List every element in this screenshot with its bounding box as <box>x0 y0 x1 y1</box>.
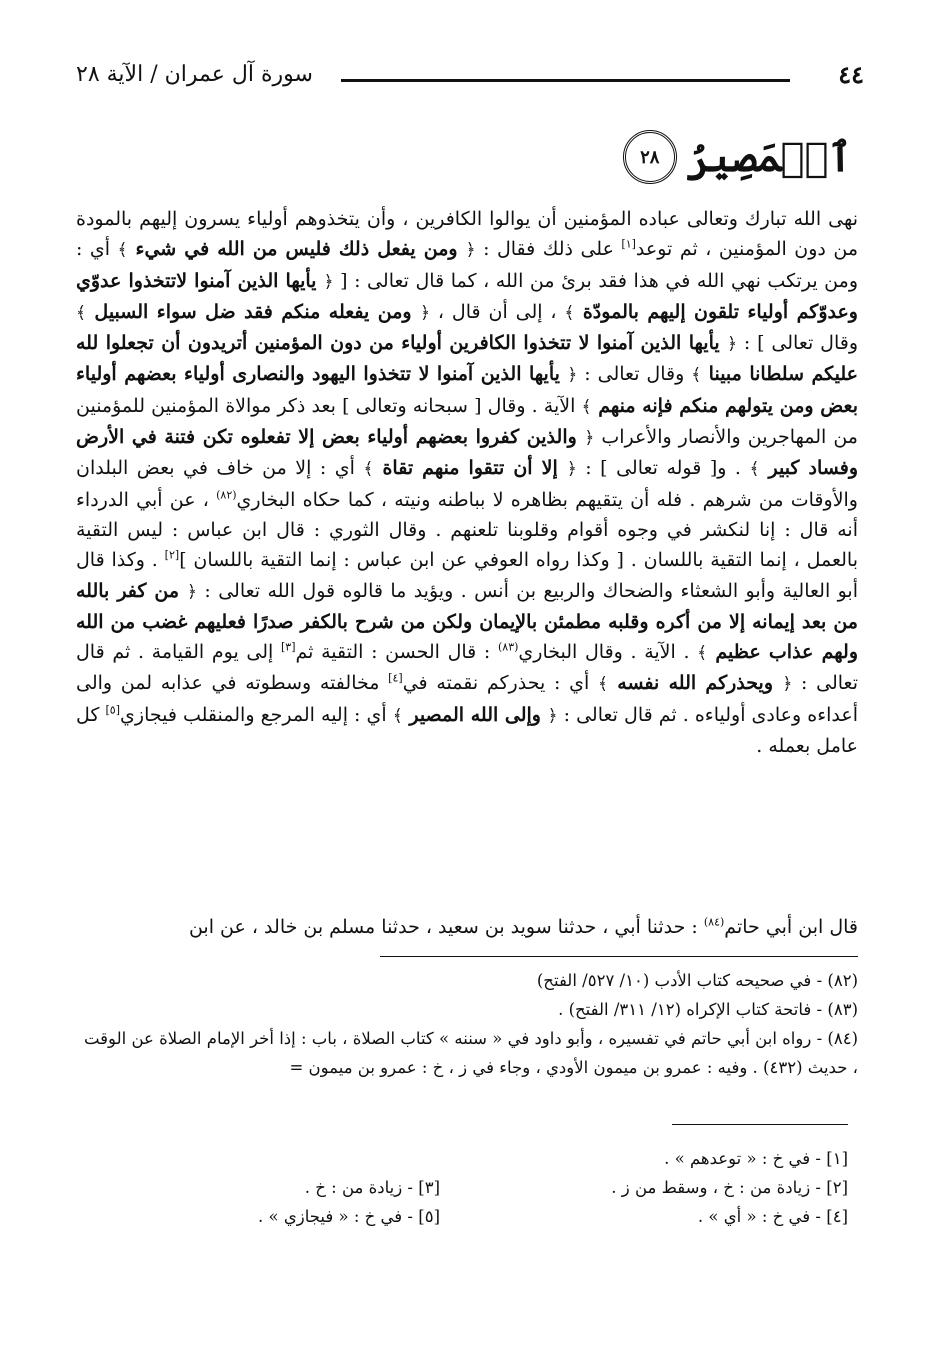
quran-quote: وإلى الله المصير <box>402 703 548 726</box>
footnote-83: (٨٣) - فاتحة كتاب الإكراه (١٢/ ٣١١/ الفتح) . <box>558 1000 858 1019</box>
quran-bracket: ﴾ <box>363 459 374 480</box>
quran-quote: يأيها الذين آمنوا لا تتخذوا اليهود والنصارى أولياء بعضهم أولياء بعض ومن يتولهم منكم فإنه منهم <box>76 363 858 417</box>
source-footnotes <box>76 966 858 1082</box>
commentary-body <box>76 204 858 761</box>
quran-bracket: ﴿ <box>782 674 793 695</box>
quran-bracket: ﴿ <box>727 334 738 355</box>
quran-bracket: ﴾ <box>697 643 708 664</box>
quran-bracket: ﴿ <box>187 581 198 602</box>
footnote-84: (٨٤) - رواه ابن أبي حاتم في تفسيره ، وأبو داود في « سننه » كتاب الصلاة ، باب : إذا أخر الإمام الصلاة عن الوقت ، حديث (٤٣٢) . وفيه : عمرو بن ميمون الأودي ، وجاء في ز ، خ : عمرو بن ميمون = <box>83 1029 858 1077</box>
quran-quote: يأيها الذين آمنوا لاتتخذوا عدوّي وعدوّكم أولياء تلقون إليهم بالمودّة <box>76 269 858 323</box>
quran-bracket: ﴿ <box>465 240 476 261</box>
quran-quote: إلا أن تتقوا منهم تقاة <box>373 457 567 480</box>
quran-bracket: ﴾ <box>597 674 608 695</box>
footnote-reference: [٥] <box>105 703 121 717</box>
text-run: قال ابن أبي حاتم <box>724 916 858 938</box>
quran-quote: يأيها الذين آمنوا لا تتخذوا الكافرين أولياء من دون المؤمنين أتريدون أن تجعلوا لله عليكم سلطانا مبينا <box>76 332 859 386</box>
quran-bracket: ﴾ <box>76 302 86 323</box>
quran-quote: من كفر بالله من بعد إيمانه إلا من أكره وقلبه مطمئن بالإيمان ولكن من شرح بالكفر صدرًا فعليهم غضب من الله ولهم عذاب عظيم <box>76 579 858 664</box>
text-run: على ذلك فقال : <box>475 238 622 261</box>
quran-quote: ويحذركم الله نفسه <box>607 672 783 695</box>
text-run: : حدثنا أبي ، حدثنا سويد بن سعيد ، حدثنا مسلم بن خالد ، عن ابن <box>188 916 704 938</box>
paragraph <box>76 204 858 761</box>
variant-note-5: [٥] - في خ : « فيجازي » . <box>258 1207 440 1226</box>
footnote-82: (٨٢) - في صحيحه كتاب الأدب (١٠/ ٥٢٧/ الفتح) <box>536 971 858 990</box>
footnote-divider <box>380 956 858 957</box>
text-run: . الآية . وقال البخاري <box>518 641 698 664</box>
variant-footnote-divider <box>672 1124 848 1125</box>
text-run: أي : إليه المرجع والمنقلب فيجازي <box>120 703 393 726</box>
quran-quote: ومن يفعل ذلك فليس من الله في شيء <box>127 238 466 261</box>
variant-note-2: [٢] - زيادة من : خ ، وسقط من ز . <box>611 1178 848 1197</box>
text-run: . و[ قوله تعالى ] : <box>576 457 750 480</box>
ayah-heading <box>623 130 852 184</box>
page-number: ٤٤ <box>838 59 864 89</box>
quran-quote: ومن يفعله منكم فقد ضل سواء السبيل <box>85 300 421 323</box>
variant-note-4: [٤] - في خ : « أي » . <box>697 1207 848 1226</box>
text-run: ، إلى أن قال ، <box>430 300 565 323</box>
text-run: أي : إلا من خاف في بعض البلدان والأوقات من شرهم . فله أن يتقيهم بظاهره لا بباطنه ونيته ، كما حكاه البخاري <box>76 457 858 511</box>
text-run: مخالفته وسطوته في عذابه لمن والى أعداءه وعادى أولياءه . ثم قال تعالى : <box>76 672 858 726</box>
quran-bracket: ﴿ <box>584 428 595 449</box>
quran-bracket: ﴿ <box>567 365 578 386</box>
quran-bracket: ﴾ <box>581 396 592 417</box>
footnote-reference: [٣] <box>280 640 296 654</box>
footnote-reference: (٨٢) <box>216 488 237 502</box>
quran-bracket: ﴾ <box>117 240 128 261</box>
verse-number-marker: ٢٨ <box>623 130 677 184</box>
variant-note-3: [٣] - زيادة من : خ . <box>304 1178 440 1197</box>
text-run: وقال تعالى ] : <box>737 332 858 355</box>
text-run: أي : ومن يرتكب نهي الله في هذا فقد برئ من الله ، كما قال تعالى : [ <box>76 238 858 292</box>
quran-bracket: ﴿ <box>547 705 558 726</box>
text-run: كل عامل بعمله . <box>76 703 858 758</box>
variant-row <box>140 1202 848 1231</box>
footnote-reference: (٨٤) <box>703 915 725 929</box>
variant-row <box>140 1173 848 1202</box>
quran-bracket: ﴾ <box>392 705 403 726</box>
text-run: نهى الله تبارك وتعالى عباده المؤمنين أن يوالوا الكافرين ، وأن يتخذوهم أولياء يسرون إليهم بالمودة من دون المؤمنين ، ثم توعد <box>76 208 858 261</box>
footnote-reference: [٢] <box>164 548 180 562</box>
footnote-reference: [٤] <box>388 672 403 686</box>
quran-bracket: ﴿ <box>323 271 334 292</box>
variant-footnotes <box>140 1144 848 1231</box>
text-run: وقال تعالى : <box>577 363 692 386</box>
quran-bracket: ﴿ <box>566 459 577 480</box>
quran-bracket: ﴾ <box>749 459 760 480</box>
variant-row <box>140 1144 848 1173</box>
text-run: : قال الحسن : التقية ثم <box>295 641 498 664</box>
page-header <box>76 52 864 96</box>
header-rule <box>341 79 790 82</box>
text-run: أي : يحذركم نقمته في <box>402 672 598 695</box>
variant-empty <box>140 1144 440 1173</box>
running-title: سورة آل عمران / الآية ٢٨ <box>76 61 313 87</box>
text-run: . وكذا قال أبو العالية وأبو الشعثاء والضحاك والربيع بن أنس . ويؤيد ما قالوه قول الله تعالى : <box>76 549 859 602</box>
quran-quote: والذين كفروا بعضهم أولياء بعض إلا تفعلوه تكن فتنة في الأرض وفساد كبير <box>76 426 858 480</box>
variant-note-1: [١] - في خ : « توعدهم » . <box>664 1149 848 1168</box>
footnote-reference: [١] <box>621 237 636 251</box>
quran-bracket: ﴾ <box>691 365 702 386</box>
text-run: إلى يوم القيامة . ثم قال تعالى : <box>76 641 858 695</box>
isnad-line <box>76 912 858 942</box>
text-run: ، عن أبي الدرداء أنه قال : إنا لنكشر في وجوه أقوام وقلوبنا تلعنهم . وقال الثوري : قال ابن عباس : ليس التقية بالعمل ، إنما التقية باللسان . [ وكذا رواه العوفي عن ابن عباس : إنما التقية باللسان ] <box>76 488 858 572</box>
quran-bracket: ﴾ <box>564 302 575 323</box>
text-run: الآية . وقال [ سبحانه وتعالى ] بعد ذكر موالاة المؤمنين للمؤمنين من المهاجرين والأنصار والأعراب <box>76 394 858 449</box>
ayah-word: ٱلۡمَصِيرُ <box>686 133 852 181</box>
quran-bracket: ﴿ <box>420 302 431 323</box>
footnote-reference: (٨٣) <box>497 640 519 654</box>
